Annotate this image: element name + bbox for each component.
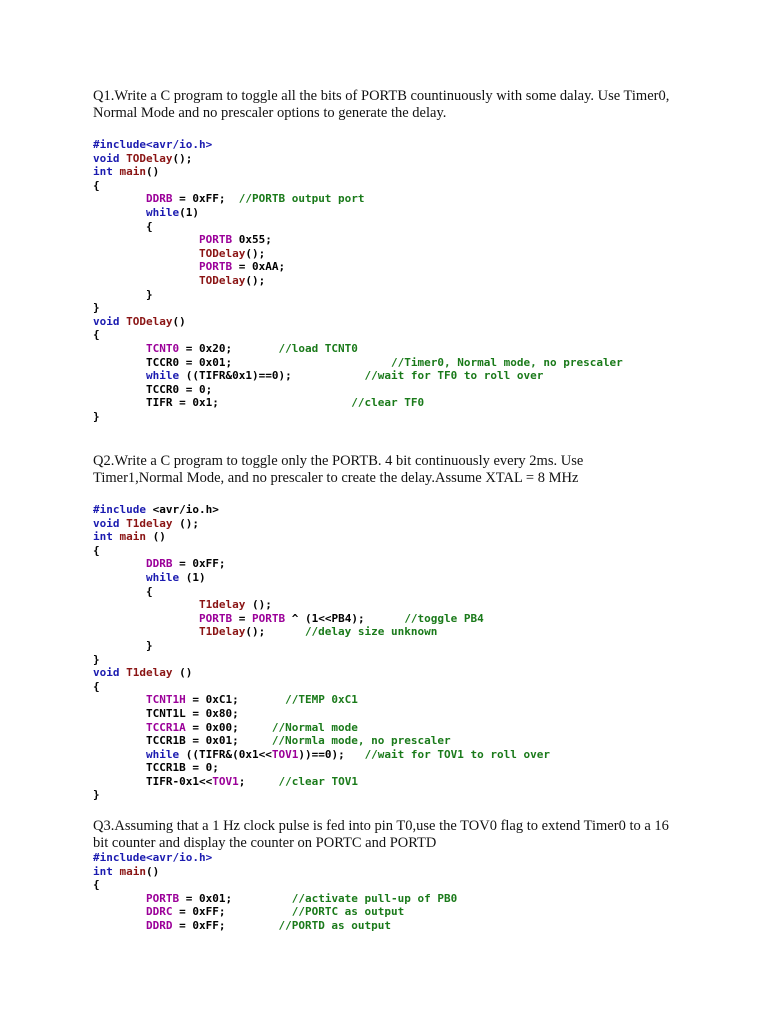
code-token: //activate pull-up of PB0	[291, 891, 458, 905]
code-token: }	[93, 301, 100, 315]
code-token: //PORTC as output	[291, 905, 405, 919]
code-token: TODelay	[126, 151, 173, 165]
code-token: <avr/io.h>	[145, 503, 219, 516]
code-token: {	[93, 543, 100, 557]
question-1-text: Q1.Write a C program to toggle all the bits of PORTB countinuously with some dalay. Use Timer0, Normal Mode and no prescaler options to generate the delay.	[93, 88, 673, 121]
code-line	[93, 905, 457, 919]
code-line	[93, 315, 623, 329]
code-line	[93, 557, 550, 571]
code-token: //delay size unknown	[304, 625, 438, 639]
code-token: = 0xFF;	[172, 192, 239, 206]
code-token: void	[93, 151, 127, 165]
code-line	[93, 342, 623, 356]
code-token	[93, 342, 146, 355]
code-token: ((TIFR&(0x1<<	[179, 747, 272, 761]
code-token: ;	[238, 774, 279, 788]
code-token: ()	[146, 530, 166, 544]
code-token: 0x55;	[232, 233, 272, 247]
code-line	[93, 598, 550, 612]
code-token: int	[93, 864, 120, 878]
code-token: (1)	[179, 205, 199, 219]
code-token: ((TIFR&0x1)==0);	[179, 369, 365, 383]
code-token	[93, 693, 146, 706]
code-line	[93, 152, 623, 166]
code-token	[93, 206, 146, 219]
code-token: T1delay	[198, 598, 246, 612]
code-token: = 0xFF;	[172, 557, 226, 571]
code-token: DDRB	[145, 192, 173, 206]
code-token: {	[93, 178, 100, 192]
code-line	[93, 585, 550, 599]
code-token	[93, 721, 146, 734]
code-block-q1	[93, 138, 623, 423]
code-token	[93, 557, 146, 570]
code-token: {	[93, 878, 100, 892]
code-line	[93, 625, 550, 639]
code-line	[93, 396, 623, 410]
code-line	[93, 788, 550, 802]
code-token: ();	[172, 151, 193, 165]
code-token: main	[119, 165, 146, 179]
code-token	[93, 369, 146, 382]
code-line	[93, 369, 623, 383]
code-token: DDRB	[145, 557, 173, 571]
code-line	[93, 775, 550, 789]
code-token: //Timer0, Normal mode, no prescaler	[391, 355, 623, 369]
code-token: }	[93, 788, 100, 802]
code-line	[93, 851, 457, 865]
code-line	[93, 865, 457, 879]
code-token: =	[232, 611, 252, 625]
code-token	[93, 598, 199, 611]
code-line	[93, 693, 550, 707]
code-token	[93, 625, 199, 638]
code-token: ();	[245, 246, 266, 260]
code-token: PORTB	[251, 611, 286, 625]
code-block-q3	[93, 851, 457, 933]
code-token: PORTB	[145, 891, 180, 905]
code-token: //toggle PB4	[404, 611, 484, 625]
code-token: //wait for TF0 to roll over	[364, 369, 544, 383]
code-token: #include<avr/io.h>	[93, 138, 213, 151]
code-token: TOV1	[271, 747, 299, 761]
code-token: main	[119, 530, 146, 544]
code-token: = 0xC1;	[185, 693, 286, 707]
code-token: int	[93, 530, 120, 544]
code-line	[93, 165, 623, 179]
code-token: DDRD	[145, 918, 173, 932]
code-token: ();	[245, 598, 272, 612]
code-line	[93, 410, 623, 424]
code-token	[93, 571, 146, 584]
code-token: T1delay	[126, 516, 173, 530]
code-token: PORTB	[198, 611, 233, 625]
code-token: = 0xFF;	[172, 918, 279, 932]
code-token: }	[93, 638, 153, 652]
code-token: //Normla mode, no prescaler	[271, 734, 451, 748]
code-token: ))==0);	[298, 747, 365, 761]
code-token	[93, 748, 146, 761]
code-token: ()	[172, 314, 186, 328]
code-token: T1delay	[126, 666, 173, 680]
code-line	[93, 356, 623, 370]
code-token: #include	[93, 503, 146, 516]
code-line	[93, 192, 623, 206]
code-token: TCNT0	[145, 341, 180, 355]
code-line	[93, 328, 623, 342]
code-token: {	[93, 219, 153, 233]
code-token: //PORTD as output	[278, 918, 392, 932]
code-token	[93, 192, 146, 205]
code-token: while	[145, 747, 180, 761]
code-token: ^ (1<<PB4);	[285, 611, 405, 625]
code-token: }	[93, 652, 100, 666]
code-line	[93, 734, 550, 748]
code-line	[93, 680, 550, 694]
code-token: while	[145, 369, 180, 383]
code-line	[93, 206, 623, 220]
code-token: TIFR-0x1<<	[93, 774, 213, 788]
code-token: TCCR1B = 0x01;	[93, 734, 272, 748]
code-token: (1)	[179, 570, 206, 584]
code-line	[93, 748, 550, 762]
code-token: #include<avr/io.h>	[93, 851, 213, 864]
code-token	[93, 247, 199, 260]
code-token: ();	[245, 273, 266, 287]
code-line	[93, 503, 550, 517]
code-token	[93, 892, 146, 905]
code-token: ();	[245, 625, 305, 639]
code-line	[93, 260, 623, 274]
code-line	[93, 274, 623, 288]
code-token	[93, 233, 199, 246]
code-token: = 0xFF;	[172, 905, 292, 919]
code-token: TCCR0 = 0;	[93, 382, 213, 396]
code-line	[93, 707, 550, 721]
code-token: //load TCNT0	[278, 341, 358, 355]
code-token: }	[93, 287, 153, 301]
code-token: ()	[146, 864, 160, 878]
code-token: //Normal mode	[271, 720, 358, 734]
code-token: main	[119, 864, 146, 878]
code-token: ()	[146, 165, 160, 179]
code-token: TODelay	[198, 273, 246, 287]
code-line	[93, 571, 550, 585]
code-token: void	[93, 516, 127, 530]
code-token: TCNT1L = 0x80;	[93, 706, 239, 720]
code-line	[93, 878, 457, 892]
code-line	[93, 383, 623, 397]
code-token: {	[93, 584, 153, 598]
code-token	[93, 274, 199, 287]
code-token	[93, 260, 199, 273]
code-token	[93, 919, 146, 932]
code-token: //PORTB output port	[238, 192, 365, 206]
code-token: = 0x01;	[179, 891, 292, 905]
code-line	[93, 544, 550, 558]
code-token: TODelay	[126, 314, 173, 328]
code-token: ();	[172, 516, 199, 530]
code-token: PORTB	[198, 260, 233, 274]
code-token: TIFR = 0x1;	[93, 396, 352, 410]
code-token: = 0xAA;	[232, 260, 286, 274]
code-token	[93, 612, 199, 625]
code-token: T1Delay	[198, 625, 246, 639]
code-token: PORTB	[198, 233, 233, 247]
code-token: }	[93, 409, 100, 423]
code-line	[93, 653, 550, 667]
code-token: void	[93, 314, 127, 328]
code-token: TCNT1H	[145, 693, 186, 707]
code-token: TCCR0 = 0x01;	[93, 355, 392, 369]
code-token: //wait for TOV1 to roll over	[364, 747, 550, 761]
code-line	[93, 761, 550, 775]
code-token: TCCR1A	[145, 720, 186, 734]
code-line	[93, 530, 550, 544]
code-line	[93, 247, 623, 261]
code-token: TCCR1B = 0;	[93, 761, 219, 775]
question-2-text: Q2.Write a C program to toggle only the PORTB. 4 bit continuously every 2ms. Use Timer1,Normal Mode, and no prescaler to create the delay.Assume XTAL = 8 MHz	[93, 453, 587, 486]
code-line	[93, 919, 457, 933]
code-token: while	[145, 570, 180, 584]
code-token: int	[93, 165, 120, 179]
code-line	[93, 138, 623, 152]
code-token: ()	[172, 666, 193, 680]
code-line	[93, 301, 623, 315]
code-line	[93, 639, 550, 653]
code-token: while	[145, 205, 180, 219]
question-3-text: Q3.Assuming that a 1 Hz clock pulse is fed into pin T0,use the TOV0 flag to extend Timer0 to a 16 bit counter and display the counter on PORTC and PORTD	[93, 818, 673, 851]
code-line	[93, 220, 623, 234]
code-token: TODelay	[198, 246, 246, 260]
code-line	[93, 517, 550, 531]
code-line	[93, 288, 623, 302]
code-token	[93, 905, 146, 918]
code-token: //TEMP 0xC1	[285, 693, 358, 707]
code-line	[93, 892, 457, 906]
code-token: = 0x20;	[179, 341, 279, 355]
code-token: //clear TOV1	[278, 774, 358, 788]
code-line	[93, 666, 550, 680]
code-line	[93, 179, 623, 193]
code-token: //clear TF0	[351, 396, 425, 410]
code-token: DDRC	[145, 905, 173, 919]
code-token: {	[93, 328, 100, 342]
code-token: void	[93, 666, 127, 680]
code-line	[93, 612, 550, 626]
code-line	[93, 721, 550, 735]
code-token: = 0x00;	[185, 720, 272, 734]
code-token: TOV1	[212, 774, 239, 788]
code-line	[93, 233, 623, 247]
code-block-q2	[93, 503, 550, 802]
code-token: {	[93, 679, 100, 693]
